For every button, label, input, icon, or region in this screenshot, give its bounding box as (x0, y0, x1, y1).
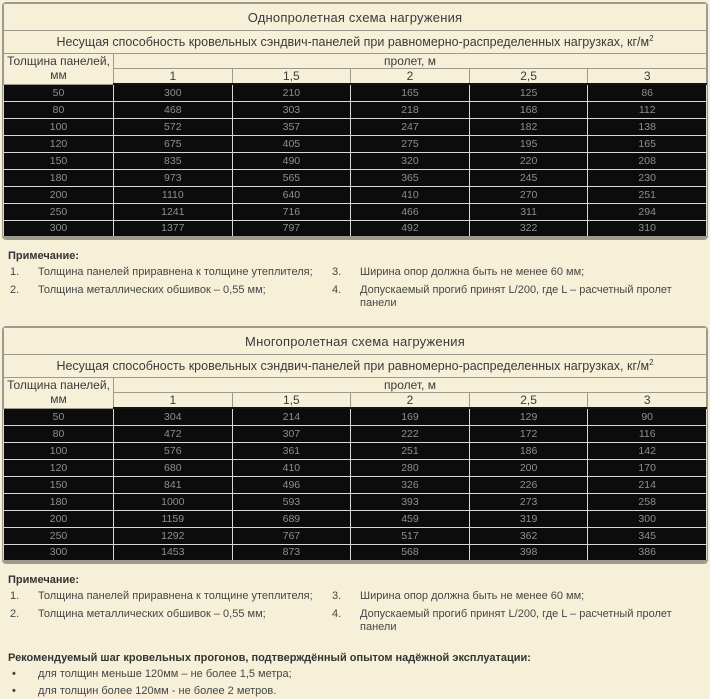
span-header: пролет, м (114, 378, 707, 393)
load-value-cell: 200 (469, 459, 588, 476)
load-value-cell: 466 (351, 203, 470, 220)
load-value-cell: 973 (114, 169, 233, 186)
load-value-cell: 138 (588, 118, 707, 135)
span-column-1-5: 1,5 (232, 69, 351, 85)
recommendation-text: для толщин более 120мм - не более 2 метров. (38, 685, 277, 698)
multi-span-table (3, 327, 707, 563)
span-column-2: 2 (351, 69, 470, 85)
load-value-cell: 841 (114, 476, 233, 493)
load-value-cell: 182 (469, 118, 588, 135)
multi-span-table-section (2, 326, 708, 564)
load-value-cell: 357 (232, 118, 351, 135)
thickness-header (4, 378, 114, 409)
load-value-cell: 294 (588, 203, 707, 220)
load-value-cell: 365 (351, 169, 470, 186)
load-value-cell: 472 (114, 425, 233, 442)
load-value-cell: 767 (232, 527, 351, 544)
table-row (4, 544, 707, 561)
notes-columns (8, 266, 702, 316)
load-value-cell: 90 (588, 408, 707, 425)
thickness-cell: 80 (4, 101, 114, 118)
bullet-icon: • (12, 668, 16, 681)
multi-span-table-body (4, 408, 707, 561)
thickness-cell: 80 (4, 425, 114, 442)
span-column-3: 3 (588, 393, 707, 409)
load-value-cell: 568 (351, 544, 470, 561)
load-value-cell: 270 (469, 186, 588, 203)
load-value-cell: 125 (469, 84, 588, 101)
single-span-table-section (2, 2, 708, 240)
load-value-cell: 398 (469, 544, 588, 561)
thickness-cell: 200 (4, 510, 114, 527)
recommendation-item-1 (8, 668, 702, 681)
load-value-cell: 300 (114, 84, 233, 101)
load-value-cell: 168 (469, 101, 588, 118)
thickness-cell: 300 (4, 220, 114, 237)
thickness-cell: 50 (4, 84, 114, 101)
load-value-cell: 214 (588, 476, 707, 493)
note-text: Толщина панелей приравнена к толщине утеплителя; (38, 589, 313, 602)
table-header-row (4, 378, 707, 393)
note-text: Ширина опор должна быть не менее 60 мм; (360, 265, 585, 278)
table-row (4, 476, 707, 493)
bullet-icon: • (12, 685, 16, 698)
load-value-cell: 565 (232, 169, 351, 186)
note-number: 4. (332, 607, 342, 620)
load-value-cell: 170 (588, 459, 707, 476)
notes-heading: Примечание: (8, 249, 80, 262)
table-subtitle-row (4, 355, 707, 378)
load-value-cell: 492 (351, 220, 470, 237)
table-title-row (4, 4, 707, 31)
table-subtitle (4, 355, 707, 378)
load-value-cell: 129 (469, 408, 588, 425)
table-subtitle-sup: 2 (649, 34, 654, 44)
load-value-cell: 797 (232, 220, 351, 237)
note-number: 3. (332, 589, 342, 602)
note-number: 2. (10, 607, 20, 620)
note-text: Толщина металлических обшивок – 0,55 мм; (38, 607, 266, 620)
load-value-cell: 300 (588, 510, 707, 527)
note-item-1 (8, 590, 330, 603)
table-row (4, 152, 707, 169)
thickness-cell: 300 (4, 544, 114, 561)
load-value-cell: 311 (469, 203, 588, 220)
load-value-cell: 496 (232, 476, 351, 493)
load-value-cell: 251 (588, 186, 707, 203)
note-text: Ширина опор должна быть не менее 60 мм; (360, 589, 585, 602)
load-value-cell: 303 (232, 101, 351, 118)
note-number: 2. (10, 283, 20, 296)
load-value-cell: 218 (351, 101, 470, 118)
load-value-cell: 1159 (114, 510, 233, 527)
span-column-1-5: 1,5 (232, 393, 351, 409)
thickness-cell: 200 (4, 186, 114, 203)
note-text: Толщина металлических обшивок – 0,55 мм; (38, 283, 266, 296)
table-row (4, 408, 707, 425)
span-column-2-5: 2,5 (469, 69, 588, 85)
table-row (4, 493, 707, 510)
thickness-cell: 100 (4, 118, 114, 135)
load-value-cell: 835 (114, 152, 233, 169)
load-value-cell: 142 (588, 442, 707, 459)
load-value-cell: 393 (351, 493, 470, 510)
thickness-cell: 120 (4, 135, 114, 152)
load-value-cell: 230 (588, 169, 707, 186)
table-subtitle (4, 31, 707, 54)
span-column-2: 2 (351, 393, 470, 409)
load-value-cell: 319 (469, 510, 588, 527)
load-value-cell: 310 (588, 220, 707, 237)
thickness-cell: 50 (4, 408, 114, 425)
load-value-cell: 258 (588, 493, 707, 510)
load-value-cell: 716 (232, 203, 351, 220)
load-value-cell: 320 (351, 152, 470, 169)
table-row (4, 135, 707, 152)
table-subtitle-row (4, 31, 707, 54)
notes-heading: Примечание: (8, 573, 80, 586)
notes-column-left (8, 266, 330, 316)
note-item-2 (8, 608, 330, 621)
thickness-header (4, 54, 114, 85)
note-item-4 (330, 608, 702, 634)
load-value-cell: 459 (351, 510, 470, 527)
table-row (4, 527, 707, 544)
load-value-cell: 169 (351, 408, 470, 425)
thickness-cell: 180 (4, 169, 114, 186)
notes-columns (8, 590, 702, 640)
load-value-cell: 186 (469, 442, 588, 459)
load-value-cell: 326 (351, 476, 470, 493)
note-number: 3. (332, 265, 342, 278)
note-text: Допускаемый прогиб принят L/200, где L – расчетный пролет панели (360, 283, 672, 309)
load-value-cell: 410 (232, 459, 351, 476)
table-subtitle-text: Несущая способность кровельных сэндвич-панелей при равномерно-распределенных нагрузках, кг/м (56, 35, 650, 50)
note-item-3 (330, 266, 702, 279)
load-value-cell: 165 (588, 135, 707, 152)
table-row (4, 442, 707, 459)
notes-column-right (330, 590, 702, 640)
thickness-cell: 180 (4, 493, 114, 510)
load-value-cell: 410 (351, 186, 470, 203)
table-row (4, 169, 707, 186)
load-value-cell: 1377 (114, 220, 233, 237)
load-value-cell: 386 (588, 544, 707, 561)
notes-column-right (330, 266, 702, 316)
load-value-cell: 86 (588, 84, 707, 101)
load-value-cell: 873 (232, 544, 351, 561)
load-value-cell: 1453 (114, 544, 233, 561)
load-value-cell: 405 (232, 135, 351, 152)
notes-section-top (2, 240, 708, 327)
load-value-cell: 307 (232, 425, 351, 442)
recommendation-heading: Рекомендуемый шаг кровельных прогонов, подтверждённый опытом надёжной эксплуатации: (8, 652, 531, 665)
load-value-cell: 195 (469, 135, 588, 152)
load-value-cell: 689 (232, 510, 351, 527)
thickness-header-line1: Толщина панелей, (7, 378, 110, 393)
load-value-cell: 322 (469, 220, 588, 237)
table-title: Однопролетная схема нагружения (4, 4, 707, 31)
load-value-cell: 576 (114, 442, 233, 459)
load-value-cell: 245 (469, 169, 588, 186)
table-row (4, 84, 707, 101)
note-text: Допускаемый прогиб принят L/200, где L – расчетный пролет панели (360, 607, 672, 633)
thickness-cell: 100 (4, 442, 114, 459)
note-number: 1. (10, 265, 20, 278)
load-value-cell: 572 (114, 118, 233, 135)
table-row (4, 510, 707, 527)
load-value-cell: 490 (232, 152, 351, 169)
notes-column-left (8, 590, 330, 640)
load-value-cell: 112 (588, 101, 707, 118)
table-row (4, 459, 707, 476)
note-item-1 (8, 266, 330, 279)
note-number: 4. (332, 283, 342, 296)
load-value-cell: 222 (351, 425, 470, 442)
single-span-table (3, 3, 707, 239)
span-column-2-5: 2,5 (469, 393, 588, 409)
note-item-3 (330, 590, 702, 603)
load-value-cell: 116 (588, 425, 707, 442)
load-value-cell: 517 (351, 527, 470, 544)
notes-section-bottom (2, 564, 708, 651)
recommendation-text: для толщин меньше 120мм – не более 1,5 метра; (38, 668, 292, 681)
table-subtitle-text: Несущая способность кровельных сэндвич-панелей при равномерно-распределенных нагрузках, кг/м (56, 359, 650, 374)
thickness-header-line1: Толщина панелей, (7, 53, 110, 68)
note-item-2 (8, 284, 330, 297)
load-value-cell: 226 (469, 476, 588, 493)
table-title: Многопролетная схема нагружения (4, 328, 707, 355)
load-value-cell: 304 (114, 408, 233, 425)
table-row (4, 425, 707, 442)
load-value-cell: 275 (351, 135, 470, 152)
table-row (4, 186, 707, 203)
load-value-cell: 468 (114, 101, 233, 118)
single-span-table-body (4, 84, 707, 237)
thickness-cell: 150 (4, 476, 114, 493)
note-number: 1. (10, 589, 20, 602)
recommendation-section (2, 650, 708, 698)
load-value-cell: 345 (588, 527, 707, 544)
table-subtitle-sup: 2 (649, 358, 654, 368)
load-value-cell: 593 (232, 493, 351, 510)
load-value-cell: 214 (232, 408, 351, 425)
load-value-cell: 640 (232, 186, 351, 203)
recommendation-item-2 (8, 685, 702, 698)
span-header: пролет, м (114, 54, 707, 69)
table-row (4, 220, 707, 237)
load-value-cell: 1110 (114, 186, 233, 203)
load-value-cell: 1241 (114, 203, 233, 220)
span-column-1: 1 (114, 393, 233, 409)
load-value-cell: 165 (351, 84, 470, 101)
table-header-row (4, 54, 707, 69)
load-value-cell: 210 (232, 84, 351, 101)
load-value-cell: 280 (351, 459, 470, 476)
table-row (4, 203, 707, 220)
note-item-4 (330, 284, 702, 310)
table-title-row (4, 328, 707, 355)
thickness-cell: 150 (4, 152, 114, 169)
load-value-cell: 1292 (114, 527, 233, 544)
load-value-cell: 251 (351, 442, 470, 459)
load-value-cell: 362 (469, 527, 588, 544)
thickness-header-line2: мм (50, 67, 67, 82)
load-value-cell: 680 (114, 459, 233, 476)
load-value-cell: 273 (469, 493, 588, 510)
load-value-cell: 1000 (114, 493, 233, 510)
note-text: Толщина панелей приравнена к толщине утеплителя; (38, 265, 313, 278)
thickness-cell: 120 (4, 459, 114, 476)
thickness-cell: 250 (4, 527, 114, 544)
table-row (4, 118, 707, 135)
table-row (4, 101, 707, 118)
span-column-1: 1 (114, 69, 233, 85)
thickness-cell: 250 (4, 203, 114, 220)
load-value-cell: 208 (588, 152, 707, 169)
span-column-3: 3 (588, 69, 707, 85)
load-value-cell: 247 (351, 118, 470, 135)
load-value-cell: 172 (469, 425, 588, 442)
load-value-cell: 220 (469, 152, 588, 169)
load-value-cell: 361 (232, 442, 351, 459)
load-value-cell: 675 (114, 135, 233, 152)
thickness-header-line2: мм (50, 391, 67, 406)
